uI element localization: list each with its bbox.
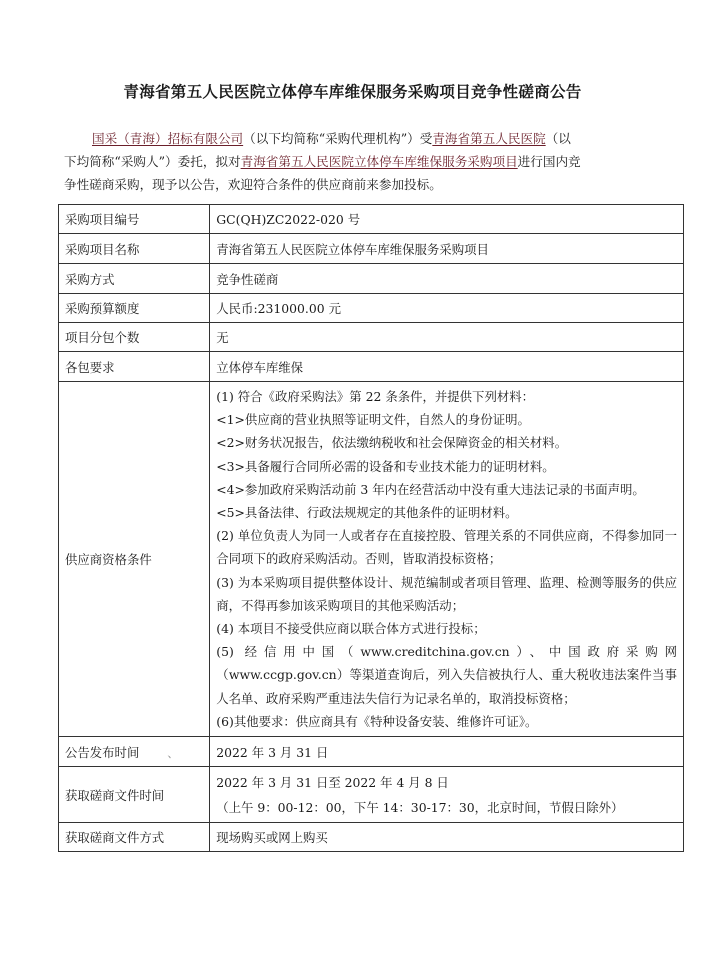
intro-text: （以 <box>545 131 571 146</box>
list-item: (1) 符合《政府采购法》第 22 条条件，并提供下列材料： <box>216 389 535 404</box>
row-value: 青海省第五人民医院立体停车库维保服务采购项目 <box>210 234 684 264</box>
time-note: （上午 9：00-12：00，下午 14：30-17：30，北京时间，节假日除外） <box>216 799 624 815</box>
list-item: <5>具备法律、行政法规规定的其他条件的证明材料。 <box>216 505 518 521</box>
row-label: 供应商资格条件 <box>59 382 210 737</box>
qualification-list <box>210 382 684 737</box>
table-row <box>59 382 684 737</box>
list-item: (3) 为本采购项目提供整体设计、规范编制或者项目管理、监理、检测等服务的供应商，不得再参加该采购项目的其他采购活动； <box>216 574 677 613</box>
row-value: 现场购买或网上购买 <box>210 823 684 852</box>
stray-mark: 、 <box>167 746 179 760</box>
row-label-text: 公告发布时间 <box>65 744 140 760</box>
row-value: 立体停车库维保 <box>210 352 684 382</box>
table-row <box>59 352 684 382</box>
list-item: (6)其他要求：供应商具有《特种设备安装、维修许可证》。 <box>216 713 538 729</box>
table-row <box>59 323 684 352</box>
row-label: 采购项目编号 <box>59 205 210 234</box>
row-value <box>210 767 684 823</box>
purchaser-link: 青海省第五人民医院 <box>432 131 546 146</box>
intro-paragraph <box>64 127 664 196</box>
row-label: 项目分包个数 <box>59 323 210 352</box>
agency-link: 国采（青海）招标有限公司 <box>92 131 244 146</box>
table-row <box>59 205 684 234</box>
intro-text: 下均简称“采购人”）委托，拟对 <box>64 154 241 169</box>
row-label: 采购项目名称 <box>59 234 210 264</box>
list-item: (5) 经信用中国（www.creditchina.gov.cn）、中国政府采购网（www.ccgp.gov.cn）等渠道查询后，列入失信被执行人、重大税收违法案件当事人名单、政府采购严重违法失信行为记录名单的，取消投标资格； <box>216 644 677 706</box>
list-item: (2) 单位负责人为同一人或者存在直接控股、管理关系的不同供应商，不得参加同一合同项下的政府采购活动。否则，皆取消投标资格； <box>216 528 677 567</box>
project-link: 青海省第五人民医院立体停车库维保服务采购项目 <box>240 154 518 169</box>
date-range: 2022 年 3 月 31 日至 2022 年 4 月 8 日 <box>216 774 449 790</box>
table-row <box>59 294 684 323</box>
row-value: 2022 年 3 月 31 日 <box>210 737 684 767</box>
table-row <box>59 823 684 852</box>
row-value: GC(QH)ZC2022-020 号 <box>210 205 684 234</box>
table-row <box>59 737 684 767</box>
intro-text: （以下均简称“采购代理机构”）受 <box>243 131 433 146</box>
info-table <box>58 204 684 852</box>
row-label: 采购预算额度 <box>59 294 210 323</box>
row-label <box>59 737 210 767</box>
list-item: <3>具备履行合同所必需的设备和专业技术能力的证明材料。 <box>216 458 555 474</box>
list-item: <4>参加政府采购活动前 3 年内在经营活动中没有重大违法记录的书面声明。 <box>216 481 645 497</box>
row-value: 人民币:231000.00 元 <box>210 294 684 323</box>
row-label: 各包要求 <box>59 352 210 382</box>
list-item: (4) 本项目不接受供应商以联合体方式进行投标； <box>216 621 486 637</box>
list-item: <2>财务状况报告，依法缴纳税收和社会保障资金的相关材料。 <box>216 435 568 451</box>
table-row <box>59 767 684 823</box>
row-label: 采购方式 <box>59 264 210 294</box>
list-item: <1>供应商的营业执照等证明文件，自然人的身份证明。 <box>216 412 530 428</box>
row-label: 获取磋商文件方式 <box>59 823 210 852</box>
intro-line-1 <box>64 127 664 150</box>
intro-line-3: 争性磋商采购，现予以公告，欢迎符合条件的供应商前来参加投标。 <box>64 177 442 192</box>
row-value: 竞争性磋商 <box>210 264 684 294</box>
intro-text: 进行国内竞 <box>517 154 581 169</box>
row-value: 无 <box>210 323 684 352</box>
row-label: 获取磋商文件时间 <box>59 767 210 823</box>
intro-line-2 <box>64 150 664 173</box>
table-row <box>59 264 684 294</box>
page-title: 青海省第五人民医院立体停车库维保服务采购项目竞争性磋商公告 <box>123 83 582 101</box>
table-row <box>59 234 684 264</box>
